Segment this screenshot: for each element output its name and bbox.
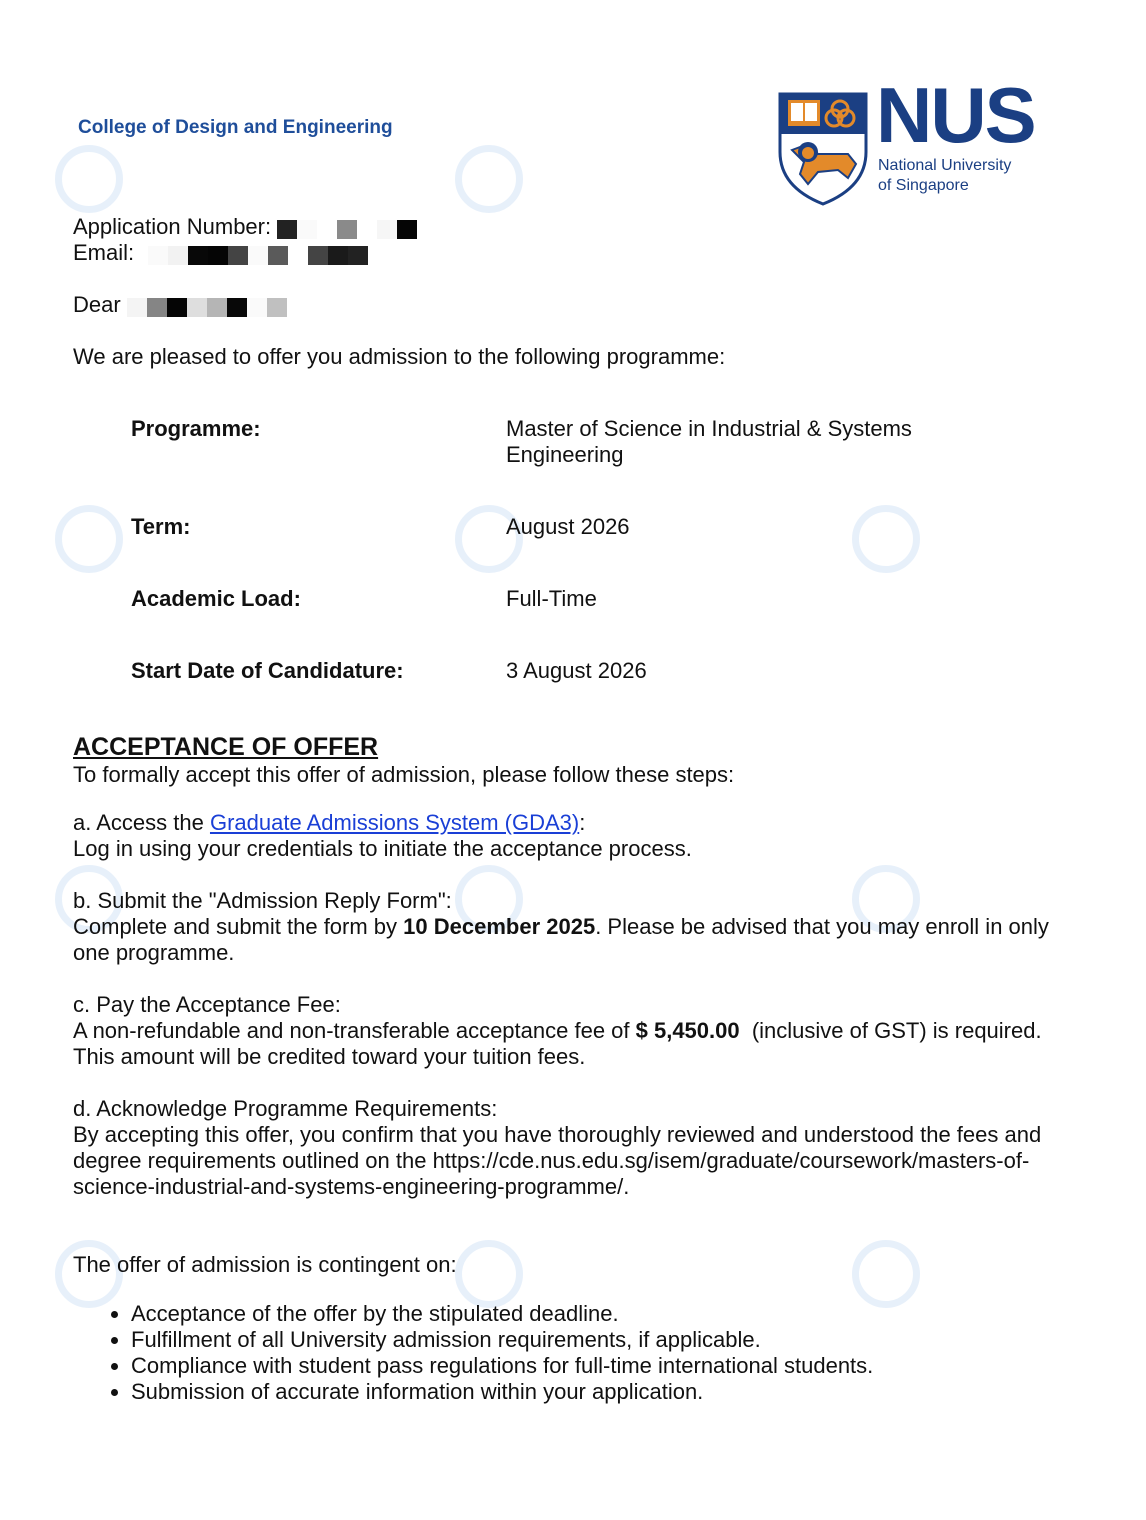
contingent-intro: The offer of admission is contingent on: [73,1252,457,1277]
email-label: Email: [73,240,135,265]
salutation [73,292,287,318]
watermark-icon [455,1240,523,1308]
watermark-icon [455,145,523,213]
term-label: Term: [131,514,191,539]
step-d-body: By accepting this offer, you confirm that you have thoroughly reviewed and understood the fees and degree requirements outlined on the https://cde.nus.edu.sg/isem/graduate/coursework/masters-of-science-industrial-and-systems-engineering-programme/. [73,1122,1042,1199]
gda3-link[interactable]: Graduate Admissions System (GDA3) [209,810,580,835]
intro-text: We are pleased to offer you admission to the following programme: [73,344,726,369]
step-b-pre: Complete and submit the form by [73,914,404,939]
step-b-title: b. Submit the "Admission Reply Form": [73,888,452,913]
university-name [878,156,1011,196]
academic-load-label: Academic Load: [131,586,301,611]
step-c-pre: A non-refundable and non-transferable acceptance fee of [73,1018,636,1043]
nus-crest-logo [778,92,868,206]
term-value: August 2026 [506,514,630,539]
step-a [73,810,1063,862]
acceptance-fee: $ 5,450.00 [635,1018,740,1043]
dear-label: Dear [73,292,121,317]
redacted-email [148,245,368,264]
step-c [73,992,1063,1070]
email-row [73,240,368,266]
watermark-icon [55,505,123,573]
watermark-icon [852,505,920,573]
list-item: • Acceptance of the offer by the stipulated deadline. [131,1301,873,1327]
university-name-line1: National University [878,157,1012,174]
academic-load-value: Full-Time [506,586,597,611]
university-name-line2: of Singapore [878,177,969,194]
step-a-suffix: : [579,810,586,835]
step-a-prefix: a. Access the [73,810,210,835]
step-c-title: c. Pay the Acceptance Fee: [73,992,341,1017]
acceptance-intro: To formally accept this offer of admission, please follow these steps: [73,762,735,787]
application-number-row [73,214,417,240]
step-d [73,1096,1063,1200]
list-item: • Submission of accurate information within your application. [131,1379,873,1405]
acceptance-heading: ACCEPTANCE OF OFFER [73,733,379,761]
nus-wordmark: NUS [876,71,1035,159]
step-d-title: d. Acknowledge Programme Requirements: [73,1096,498,1121]
start-date-value: 3 August 2026 [506,658,647,683]
programme-label: Programme: [131,416,261,441]
step-c-post: (inclusive of GST) is required. This amount will be credited toward your tuition fees. [73,1018,1048,1069]
redacted-name [127,297,287,316]
step-a-body: Log in using your credentials to initiate the acceptance process. [73,836,692,861]
redacted-application-number [277,219,417,238]
watermark-icon [55,145,123,213]
start-date-label: Start Date of Candidature: [131,658,404,683]
step-b-post: . Please be advised that you may enroll in only one programme. [73,914,1049,965]
college-name: College of Design and Engineering [78,117,393,138]
step-b [73,888,1063,966]
watermark-icon [852,1240,920,1308]
list-item: • Fulfillment of all University admission requirements, if applicable. [131,1327,873,1353]
application-number-label: Application Number: [73,214,272,239]
list-item: • Compliance with student pass regulations for full-time international students. [131,1353,873,1379]
programme-value: Master of Science in Industrial & Systems Engineering [506,416,912,467]
contingent-list [73,1301,873,1405]
reply-deadline: 10 December 2025 [403,914,596,939]
